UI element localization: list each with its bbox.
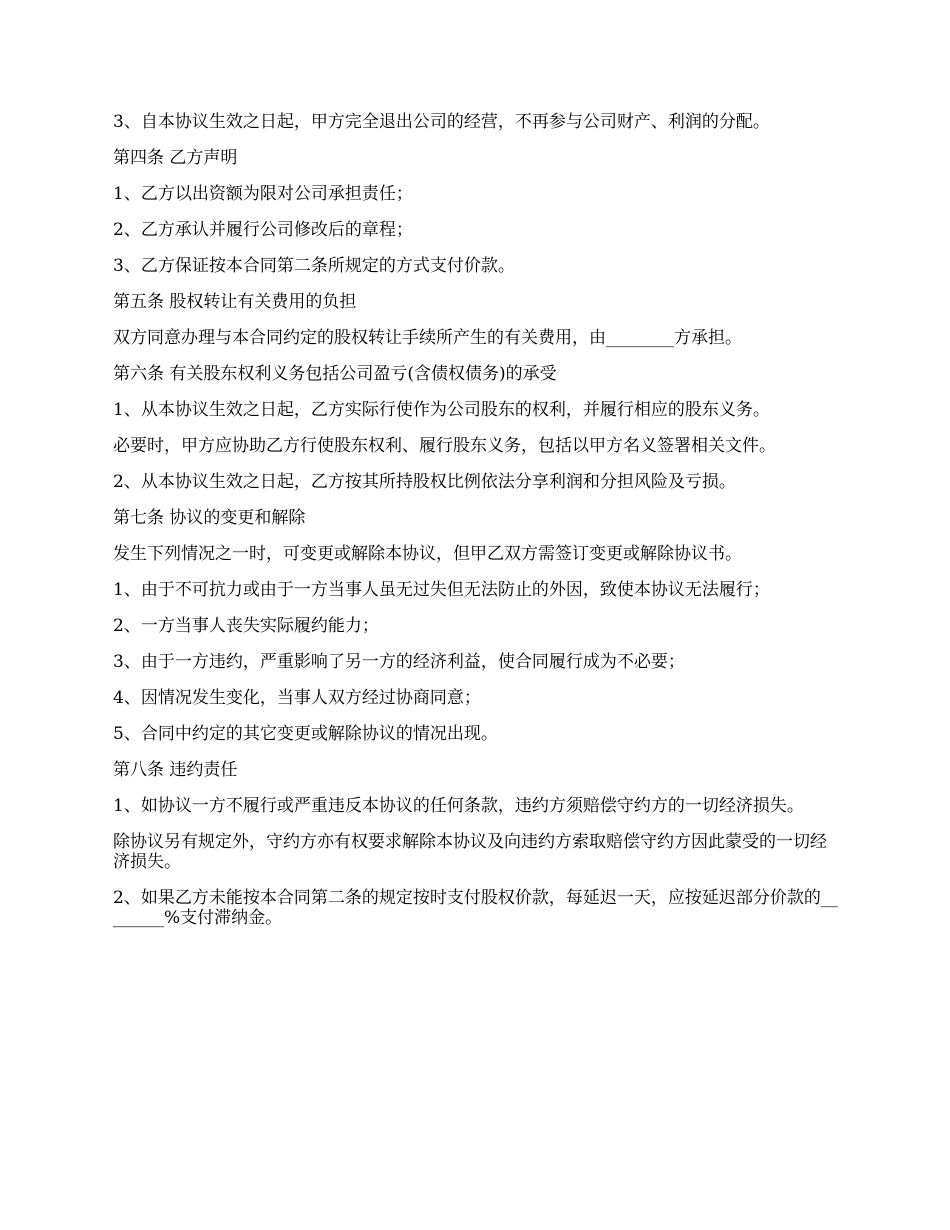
article-7-heading: 第七条 协议的变更和解除 [113,508,306,528]
article-7-intro: 发生下列情况之一时，可变更或解除本协议，但甲乙双方需签订变更或解除协议书。 [113,544,742,564]
article-4-clause-1: 1、乙方以出资额为限对公司承担责任； [113,184,413,204]
article-5-clause: 双方同意办理与本合同约定的股权转让手续所产生的有关费用，由________方承担。 [113,328,742,348]
article-7-clause-1: 1、由于不可抗力或由于一方当事人虽无过失但无法防止的外因，致使本协议无法履行； [113,580,770,600]
article-6-clause-1: 1、从本协议生效之日起，乙方实际行使作为公司股东的权利，并履行相应的股东义务。 [113,400,770,420]
article-7-clause-3: 3、由于一方违约，严重影响了另一方的经济利益，使合同履行成为不必要； [113,652,685,672]
article-4-clause-2: 2、乙方承认并履行公司修改后的章程； [113,220,413,240]
article-8-clause-1: 1、如协议一方不履行或严重违反本协议的任何条款，违约方须赔偿守约方的一切经济损失。 [113,796,804,816]
article-5-heading: 第五条 股权转让有关费用的负担 [113,292,357,312]
document-body [113,112,843,928]
article-7-clause-5: 5、合同中约定的其它变更或解除协议的情况出现。 [113,724,498,744]
article-8-heading: 第八条 违约责任 [113,760,238,780]
clause-3-withdrawal: 3、自本协议生效之日起，甲方完全退出公司的经营，不再参与公司财产、利润的分配。 [113,112,770,132]
article-4-clause-3: 3、乙方保证按本合同第二条所规定的方式支付价款。 [113,256,515,276]
article-8-clause-1-cont: 除协议另有规定外，守约方亦有权要求解除本协议及向违约方索取赔偿守约方因此蒙受的一切经济损失。 [113,832,827,872]
article-7-clause-4: 4、因情况发生变化，当事人双方经过协商同意； [113,688,481,708]
article-8-clause-2: 2、如果乙方未能按本合同第二条的规定按时支付股权价款，每延迟一天，应按延迟部分价款的________%支付滞纳金。 [113,888,838,928]
article-4-heading: 第四条 乙方声明 [113,148,238,168]
article-6-clause-2: 2、从本协议生效之日起，乙方按其所持股权比例依法分享利润和分担风险及亏损。 [113,472,736,492]
article-7-clause-2: 2、一方当事人丧失实际履约能力； [113,616,379,636]
article-6-heading: 第六条 有关股东权利义务包括公司盈亏(含债权债务)的承受 [113,364,557,384]
article-6-clause-1-cont: 必要时，甲方应协助乙方行使股东权利、履行股东义务，包括以甲方名义签署相关文件。 [113,436,776,456]
